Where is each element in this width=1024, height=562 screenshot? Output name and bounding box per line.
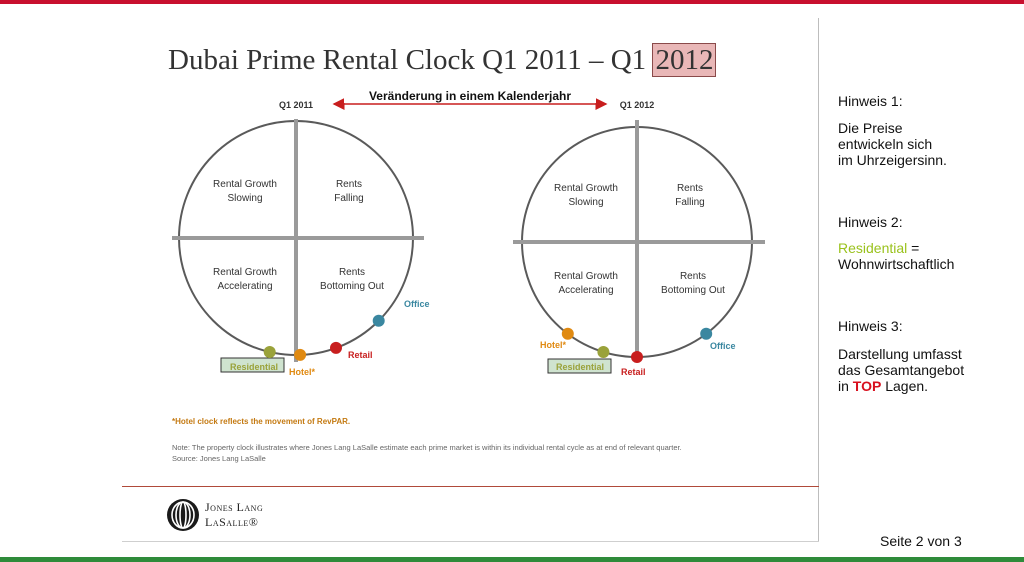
marker-label-hotel: Hotel*	[540, 340, 567, 350]
marker-retail	[631, 351, 643, 363]
clock-note: Note: The property clock illustrates where Jones Lang LaSalle estimate each prime market is within its individual rental cycle as at end of relevant quarter.	[172, 443, 682, 452]
marker-label-residential: Residential	[555, 362, 605, 372]
hint-1-title: Hinweis 1:	[838, 93, 903, 109]
hint-2-equals: =	[907, 240, 920, 256]
bottom-accent-bar	[0, 557, 1024, 562]
marker-residential	[597, 346, 609, 358]
footer-rule-bottom	[122, 541, 819, 542]
clock-period-label: Q1 2012	[619, 100, 655, 110]
quadrant-label-top-right: Rents Falling	[675, 183, 705, 208]
marker-label-office: Office	[404, 299, 430, 309]
jll-wordmark-line2: LaSalle®	[205, 515, 259, 529]
hint-3-title: Hinweis 3:	[838, 318, 903, 334]
hint-1-body	[838, 120, 947, 168]
clock-period-label: Q1 2011	[278, 100, 314, 110]
jll-wordmark	[205, 500, 263, 530]
jll-logo-icon	[166, 498, 200, 532]
hint-1-line: im Uhrzeigersinn.	[838, 152, 947, 168]
arrow-label: Veränderung in einem Kalenderjahr	[368, 89, 572, 103]
hint-2-title: Hinweis 2:	[838, 214, 903, 230]
marker-hotel	[294, 349, 306, 361]
title-year-highlight: 2012	[655, 44, 714, 76]
hint-3-line1: Darstellung umfasst	[838, 346, 962, 362]
hint-2-residential: Residential	[838, 240, 908, 256]
hint-1-line: entwickeln sich	[838, 136, 933, 152]
marker-hotel	[562, 328, 574, 340]
quadrant-label-top-left: Rental Growth Slowing	[554, 183, 618, 208]
jll-wordmark-line1: Jones Lang	[205, 500, 264, 514]
marker-label-retail: Retail	[621, 367, 646, 377]
quadrant-label-top-left: Rental Growth Slowing	[213, 179, 277, 204]
marker-residential	[264, 346, 276, 358]
hotel-footnote: *Hotel clock reflects the movement of RevPAR.	[172, 417, 351, 426]
marker-label-hotel: Hotel*	[289, 367, 316, 377]
rental-clock-1	[172, 100, 430, 377]
marker-label-office: Office	[710, 341, 736, 351]
marker-retail	[330, 342, 342, 354]
hint-3-in: in	[838, 378, 853, 394]
footer-rule	[122, 486, 819, 487]
quadrant-label-top-right: Rents Falling	[334, 179, 364, 204]
quadrant-label-bottom-right: Rents Bottoming Out	[661, 271, 725, 296]
page-number: Seite 2 von 3	[880, 533, 962, 549]
source-line: Source: Jones Lang LaSalle	[172, 454, 266, 463]
hint-3-end: Lagen.	[881, 378, 929, 394]
quadrant-label-bottom-right: Rents Bottoming Out	[320, 267, 384, 292]
hint-2-body	[838, 240, 954, 272]
hint-3-body	[838, 346, 964, 394]
hint-1-line: Die Preise	[838, 120, 903, 136]
marker-label-residential: Residential	[229, 362, 279, 372]
marker-office	[700, 328, 712, 340]
title-text: Dubai Prime Rental Clock Q1 2011 – Q1	[168, 44, 647, 76]
quadrant-label-bottom-left: Rental Growth Accelerating	[213, 267, 277, 292]
hint-3-line2: das Gesamtangebot	[838, 362, 965, 378]
marker-label-retail: Retail	[348, 350, 373, 360]
hint-3-top: TOP	[852, 378, 882, 394]
rental-clock-2	[513, 100, 765, 377]
hint-2-line2: Wohnwirtschaftlich	[838, 256, 955, 272]
quadrant-label-bottom-left: Rental Growth Accelerating	[554, 271, 618, 296]
marker-office	[373, 315, 385, 327]
